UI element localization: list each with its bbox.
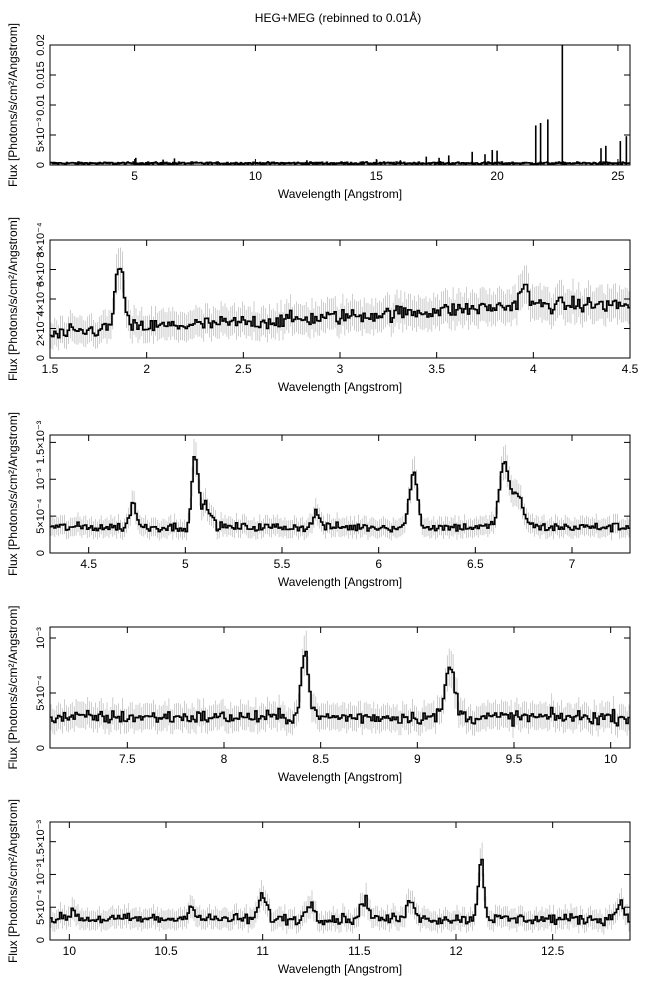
x-tick-label: 2 — [143, 362, 151, 376]
x-tick-label: 15 — [369, 169, 383, 183]
x-tick-label: 20 — [490, 169, 504, 183]
x-tick-label: 9.5 — [505, 752, 523, 766]
plot-frame — [50, 240, 630, 358]
x-tick-label: 10 — [248, 169, 263, 183]
error-bars — [51, 248, 629, 351]
spectrum-trace — [50, 860, 630, 926]
y-tick-label: 0 — [35, 161, 47, 169]
spectrum-panel-5 — [6, 799, 630, 976]
x-tick-label: 6 — [375, 557, 383, 571]
x-tick-label: 2.5 — [234, 362, 252, 376]
plot-frame — [50, 435, 630, 553]
y-tick-label: 5×10⁻³ — [35, 117, 47, 153]
y-tick-label: 8×10⁻⁴ — [35, 222, 47, 258]
y-tick-label: 0 — [35, 354, 47, 362]
y-tick-label: 10⁻³ — [35, 863, 47, 886]
x-tick-label: 1.5 — [41, 362, 59, 376]
spectrum-trace — [50, 652, 630, 726]
x-axis-label: Wavelength [Angstrom] — [277, 575, 403, 589]
y-tick-label: 10⁻³ — [35, 627, 47, 649]
y-tick-label: 5×10⁻⁴ — [35, 675, 47, 711]
y-axis-label: Flux [Photons/s/cm²/Angstrom] — [6, 798, 20, 964]
spectrum-panel-4 — [6, 605, 630, 784]
x-tick-label: 8.5 — [312, 752, 330, 766]
spectrum-panel-2 — [6, 217, 639, 394]
x-tick-label: 5.5 — [273, 557, 291, 571]
y-tick-label: 0 — [35, 549, 47, 557]
y-axis-label: Flux [Photons/s/cm²/Angstrom] — [6, 411, 20, 577]
x-tick-label: 5 — [131, 169, 138, 183]
x-tick-label: 25 — [611, 169, 625, 183]
x-axis-label: Wavelength [Angstrom] — [277, 962, 403, 976]
spectrum-data — [50, 631, 630, 738]
spectrum-trace — [50, 457, 630, 532]
spectrum-trace — [50, 162, 630, 165]
figure-title: HEG+MEG (rebinned to 0.01Å) — [254, 11, 422, 25]
x-tick-label: 3.5 — [428, 362, 446, 376]
x-tick-label: 4.5 — [80, 557, 98, 571]
x-tick-label: 10 — [62, 944, 77, 958]
y-tick-label: 0.02 — [35, 34, 47, 56]
y-tick-label: 0.015 — [35, 61, 47, 89]
y-tick-label: 5×10⁻⁴ — [35, 498, 47, 534]
spectrum-trace — [50, 269, 630, 338]
y-tick-label: 6×10⁻⁴ — [35, 251, 47, 288]
plot-frame — [50, 627, 630, 748]
x-tick-label: 12 — [449, 944, 463, 958]
x-tick-label: 7.5 — [118, 752, 136, 766]
x-tick-label: 10.5 — [154, 944, 178, 958]
x-axis-label: Wavelength [Angstrom] — [277, 770, 403, 784]
spectrum-data — [50, 45, 630, 165]
spectrum-data — [50, 248, 630, 351]
x-tick-label: 10 — [603, 752, 618, 766]
x-tick-label: 3 — [336, 362, 344, 376]
y-axis-label: Flux [Photons/s/cm²/Angstrom] — [6, 605, 20, 770]
x-tick-label: 7 — [568, 557, 576, 571]
spectrum-data — [50, 843, 630, 935]
y-tick-label: 0 — [35, 936, 47, 944]
x-axis-label: Wavelength [Angstrom] — [277, 380, 403, 394]
x-tick-label: 11.5 — [348, 944, 371, 958]
x-tick-label: 4 — [529, 362, 537, 376]
y-axis-label: Flux [Photons/s/cm²/Angstrom] — [6, 216, 20, 382]
spectrum-data — [50, 439, 630, 540]
error-bars — [51, 631, 629, 738]
x-tick-label: 11 — [256, 944, 269, 958]
y-tick-label: 10⁻³ — [35, 468, 47, 491]
x-tick-label: 5 — [181, 557, 189, 571]
x-tick-label: 12.5 — [540, 944, 565, 958]
y-tick-label: 0.01 — [35, 94, 47, 116]
x-axis-label: Wavelength [Angstrom] — [277, 187, 403, 201]
y-tick-label: 0 — [35, 744, 47, 752]
y-tick-label: 5×10⁻⁴ — [35, 889, 47, 925]
plot-frame — [50, 45, 630, 165]
x-tick-label: 4.5 — [621, 362, 639, 376]
spectrum-panel-3 — [6, 412, 630, 589]
x-tick-label: 9 — [413, 752, 421, 766]
spectrum-panel-1 — [6, 23, 630, 201]
x-tick-label: 8 — [220, 752, 228, 766]
y-tick-label: 1.5×10⁻³ — [35, 420, 47, 465]
x-tick-label: 6.5 — [466, 557, 484, 571]
y-tick-label: 4×10⁻⁴ — [35, 281, 47, 317]
y-tick-label: 2×10⁻⁴ — [35, 310, 47, 347]
y-axis-label: Flux [Photons/s/cm²/Angstrom] — [6, 22, 20, 188]
y-tick-label: 1.5×10⁻³ — [35, 819, 47, 864]
